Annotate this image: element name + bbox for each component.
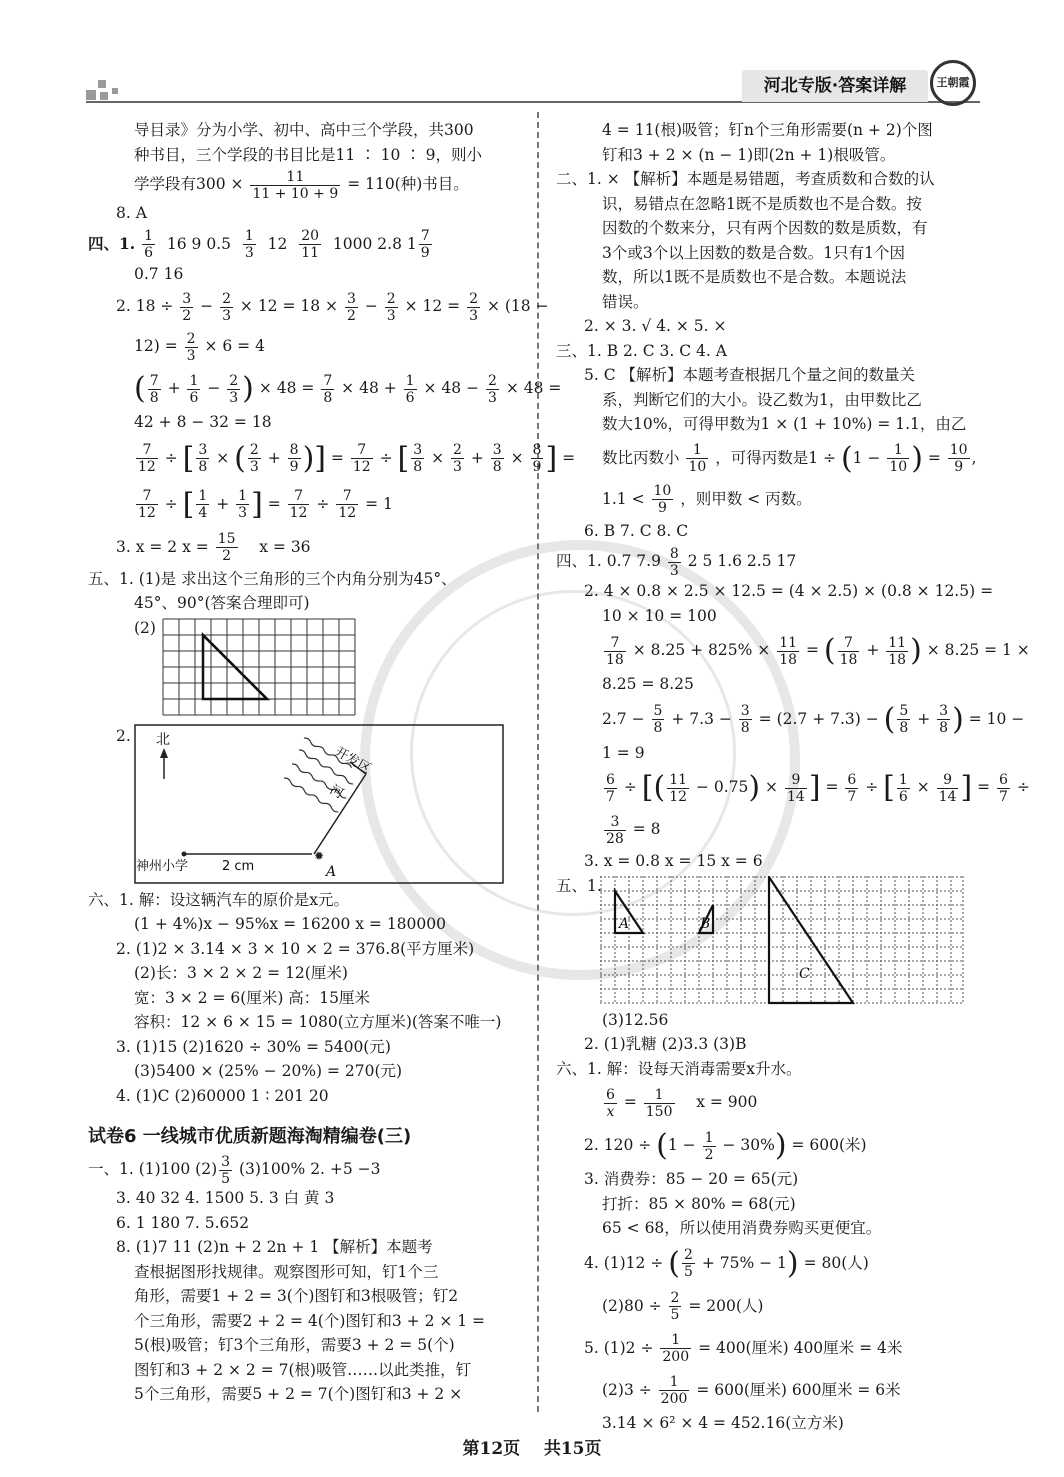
text-line: 数大10%，可得甲数为1 × (1 + 10%) = 1.1，由乙 [602,415,967,433]
section-5-q1: 五、1. (1)是 求出这个三角形的三个内角分别为45°、 [88,569,457,588]
paper-title: 试卷6 一线城市优质新题海淘精编卷(三) [88,1126,412,1147]
paper-q1: 一、1. (1)100 (2) $\frac{3}{5}$ (3)100% 2. +5 −3 [88,1153,381,1187]
north-label: 北 [156,731,170,748]
text-line: $\frac{3}{28}$ = 8 [606,813,661,847]
text-line: 4 = 11(根)吸管；钉n个三角形需要(n + 2)个图 [602,121,933,139]
text-line: 12) = $\frac{2}{3}$ × 6 = 4 [134,330,265,364]
triangle-a-label: A [619,915,630,932]
section-4-q2: 2. 18 ÷ $\frac{3}{2}$ − $\frac{2}{3}$ × 12 = 18 × $\frac{3}{2}$ − $\frac{2}{3}$ × 12 = $\frac{2}{3}$ × (18 − [116,290,549,324]
text-line: 65 < 68，所以使用消费券购买更便宜。 [602,1219,882,1237]
text-line: 钉和3 + 2 × (n − 1)即(2n + 1)根吸管。 [602,145,896,164]
text-line: 角形，需要1 + 2 = 3(个)图钉和3根吸管；钉2 [134,1287,459,1305]
section-6-q2-right: 2. 120 ÷ (1 − $\frac{1}{2}$ − 30%) = 600(米) [584,1128,867,1163]
text-line: (3)5400 × (25% − 20%) = 270(元) [134,1062,403,1080]
text-line: 5(根)吸管；钉3个三角形，需要3 + 2 = 5(个) [134,1336,455,1354]
page-number: 第12页 [462,1439,521,1459]
section-2-q1: 二、1. × 【解析】本题是易错题，考查质数和合数的认 [556,170,935,188]
section-6-q3: 3. (1)15 (2)1620 ÷ 30% = 5400(元) [116,1037,391,1056]
scale-label: 2 cm [222,858,255,874]
svg-text:✹: ✹ [314,848,325,863]
text-line: (2)80 ÷ $\frac{2}{5}$ = 200(人) [602,1290,764,1323]
river-label: 河 [327,781,346,802]
text-line: 种书目，三个学段的书目比是11 ∶ 10 ∶ 9，则小 [134,145,483,164]
section-3-q1: 三、1. B 2. C 3. C 4. A [556,341,727,360]
text-line: 打折：85 × 80% = 68(元) [602,1194,796,1213]
zone-label: 开发区 [332,743,374,777]
text-line: (2)3 ÷ $\frac{1}{200}$ = 600(厘米) 600厘米 = 6米 [602,1374,901,1407]
left-column [88,118,576,1407]
text-line: 学学段有300 × $\frac{11}{11 + 10 + 9}$ = 110(种)书目。 [134,168,469,202]
text-line: $\frac{7}{12}$ ÷ [ $\frac{3}{8}$ × ( $\frac{2}{3}$ + $\frac{8}{9}$ )] = $\frac{7}{12}$ ÷ [ $\frac{3}{8}$ × $\frac{2}{3}$ + $\frac{3}{8}$ × $\frac{8}{9}$ ] = [138,440,576,476]
text-line: 查根据图形找规律。观察图形可知，钉1个三 [134,1262,439,1281]
section-6-q1-right: 六、1. 解：设每天消毒需要x升水。 [556,1059,802,1078]
answer-8: 8. A [116,204,147,222]
paper-q8: 8. (1)7 11 (2)n + 2 2n + 1 【解析】本题考 [116,1238,433,1256]
school-label: 神州小学 [136,858,189,874]
text-line: (3)12.56 [602,1010,669,1029]
section-6-q2: 2. (1)2 × 3.14 × 3 × 10 × 2 = 376.8(平方厘米) [116,939,475,958]
section-6-q4-right: 4. (1)12 ÷ ( $\frac{2}{5}$ + 75% − 1) = 80(人) [584,1245,869,1281]
text-line: 图钉和3 + 2 × 2 = 7(根)吸管……以此类推，钉 [134,1360,472,1379]
text-line: 因数的个数来分，只有两个因数的数是质数，有 [602,219,928,237]
text-line: 1.1 < $\frac{10}{9}$ ，则甲数 < 丙数。 [602,483,812,516]
triangles-grid [600,876,964,1006]
text-line: 3.14 × 6² × 4 = 452.16(立方米) [602,1413,844,1432]
section-5-q2-right: 2. (1)乳糖 (2)3.3 (3)B [584,1035,747,1053]
text-line: 识，易错点在忽略1既不是质数也不是合数。按 [602,194,922,213]
section-3-q6: 6. B 7. C 8. C [584,521,689,540]
text-line: 10 × 10 = 100 [602,606,717,625]
paper-q3: 3. 40 32 4. 1500 5. 3 白 黄 3 [116,1189,335,1207]
text-line: $\frac{6}{x}$ = $\frac{1}{150}$ x = 900 [606,1086,758,1120]
section-6-q5-right: 5. (1)2 ÷ $\frac{1}{200}$ = 400(厘米) 400厘米 = 4米 [584,1332,903,1365]
text-line: $\frac{6}{7}$ ÷ [( $\frac{11}{12}$ − 0.75) × $\frac{9}{14}$ ] = $\frac{6}{7}$ ÷ [ $\frac{1}{6}$ × $\frac{9}{14}$ ] = $\frac{6}{7}$ ÷ [606,770,1030,805]
text-line: $\frac{7}{12}$ ÷ [ $\frac{1}{4}$ + $\frac{1}{3}$ ] = $\frac{7}{12}$ ÷ $\frac{7}{12}$ = 1 [138,486,393,522]
section-4-q1: 四、1. $\frac{1}{6}$ 16 9 0.5 $\frac{1}{3}$ 12 $\frac{20}{11}$ 1000 2.8 1 $\frac{7}{9}$ [88,228,430,261]
text-line: 错误。 [602,292,649,311]
header-decoration [86,74,126,102]
text-line: 5个三角形，需要5 + 2 = 7(个)图钉和3 + 2 × [134,1385,463,1403]
text-line: 42 + 8 − 32 = 18 [134,413,272,431]
section-4-q1-right: 四、1. 0.7 7.9 $\frac{8}{3}$ 2 5 1.6 2.5 17 [556,545,797,579]
header-title: 河北专版·答案详解 [742,70,928,102]
section-4-q2-right: 2. 4 × 0.8 × 2.5 × 12.5 = (4 × 2.5) × (0.8 × 12.5) = [584,582,994,600]
section-3-q5: 5. C 【解析】本题考查根据几个量之间的数量关 [584,366,916,384]
section-2-q2: 2. × 3. √ 4. × 5. × [584,317,727,335]
text-line: 数，所以1既不是质数也不是合数。本题说法 [602,268,907,286]
right-column [556,118,1030,1435]
text-line: 2.7 − $\frac{5}{8}$ + 7.3 − $\frac{3}{8}$ = (2.7 + 7.3) − ( $\frac{5}{8}$ + $\frac{3}{8}$ ) = 10 − [602,701,1025,737]
text-line: 0.7 16 [134,264,184,283]
text-line: (2)长：3 × 2 × 2 = 12(厘米) [134,964,348,982]
text-line: 个三角形，需要2 + 2 = 4(个)图钉和3 + 2 × 1 = [134,1311,486,1330]
section-4-q3-right: 3. x = 0.8 x = 15 x = 6 [584,852,763,870]
point-a-label: A [326,863,337,880]
triangle-c-label: C [799,965,810,982]
text-line: $\frac{7}{18}$ × 8.25 + 825% × $\frac{11}{18}$ = ( $\frac{7}{18}$ + $\frac{11}{18}$ ) × 8.25 = 1 × [606,633,1030,668]
grid-figure-1: (2) [88,616,528,716]
text-line: 45°、90°(答案合理即可) [134,594,310,612]
text-line: 3个或3个以上因数的数是合数。1只有1个因 [602,243,905,262]
paper-q6: 6. 1 180 7. 5.652 [116,1213,250,1232]
text-line: ( $\frac{7}{8}$ + $\frac{1}{6}$ − $\frac{2}{3}$ ) × 48 = $\frac{7}{8}$ × 48 + $\frac{1}{6}$ × 48 − $\frac{2}{3}$ × 48 = [134,371,562,406]
text-line: 数比丙数小 $\frac{1}{10}$ ，可得丙数是1 ÷ (1 − $\frac{1}{10}$ ) = $\frac{10}{9}$ , [602,440,977,476]
page-footer [0,1434,1064,1459]
page-total: 共15页 [543,1439,602,1459]
text-line: 容积：12 × 6 × 15 = 1080(立方厘米)(答案不唯一) [134,1013,502,1031]
brand-logo: 王朝霞 [930,60,976,106]
triangle-b-label: B [700,915,711,932]
text-line: 导目录》分为小学、初中、高中三个学段，共300 [134,121,474,139]
section-4-q3: 3. x = 2 x = $\frac{15}{2}$ x = 36 [116,531,311,564]
triangle-grid [162,618,356,716]
map-diagram [134,724,504,884]
section-6-q1: 六、1. 解：设这辆汽车的原价是x元。 [88,890,349,909]
text-line: 8.25 = 8.25 [602,675,694,693]
text-line: 系，判断它们的大小。设乙数为1，由甲数比乙 [602,390,922,409]
section-6-q3-right: 3. 消费券：85 − 20 = 65(元) [584,1170,799,1188]
text-line: 1 = 9 [602,743,645,762]
map-figure: 2. ✹ 北 开发区 河 神州小学 2 cm A [88,724,528,888]
text-line: (1 + 4%)x − 95%x = 16200 x = 180000 [134,915,446,933]
section-6-q4: 4. (1)C (2)60000 1 ∶ 201 20 [116,1086,329,1105]
section-5-q1-right: 五、1. A B C [556,874,986,1008]
text-line: 宽：3 × 2 = 6(厘米) 高：15厘米 [134,988,371,1007]
